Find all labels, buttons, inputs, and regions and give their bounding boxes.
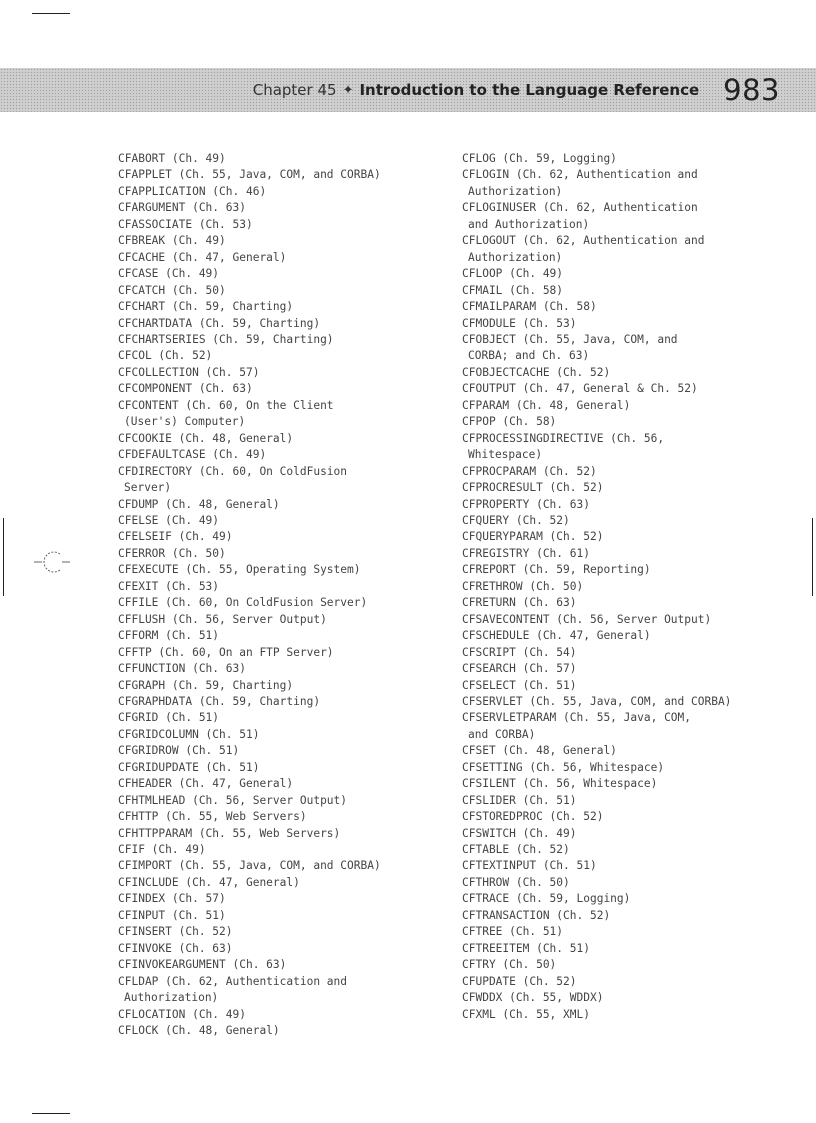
tag-entry-text: CFHTMLHEAD (Ch. 56, Server Output) [118, 793, 348, 807]
tag-entry [462, 694, 802, 710]
tag-entry [462, 908, 802, 924]
tag-entry [118, 151, 438, 167]
tag-entry [118, 200, 438, 216]
tag-entry [462, 431, 802, 464]
tag-entry [118, 661, 438, 677]
tag-entry-text: CFPROPERTY (Ch. 63) [462, 497, 590, 511]
tag-entry-text: CFDEFAULTCASE (Ch. 49) [118, 448, 267, 462]
tag-entry [462, 793, 802, 809]
tag-entry-text: CFHTTP (Ch. 55, Web Servers) [118, 810, 307, 824]
tag-entry [118, 776, 438, 792]
tag-entry [118, 760, 438, 776]
tag-entry-text: CFOBJECT (Ch. 55, Java, COM, and [462, 332, 678, 346]
tag-entry-text: CFOUTPUT (Ch. 47, General & Ch. 52) [462, 382, 698, 396]
tag-entry-text: CFDIRECTORY (Ch. 60, On ColdFusion [118, 464, 348, 478]
tag-entry [118, 381, 438, 397]
tag-entry [462, 546, 802, 562]
tag-entry-text: CFLOCATION (Ch. 49) [118, 1007, 246, 1021]
crop-mark-top [32, 13, 70, 14]
registration-mark-icon [34, 548, 70, 576]
tag-entry [462, 513, 802, 529]
tag-entry [118, 266, 438, 282]
tag-entry-text: CFFILE (Ch. 60, On ColdFusion Server) [118, 596, 368, 610]
tag-entry-text: CFSCRIPT (Ch. 54) [462, 645, 577, 659]
tag-entry [118, 858, 438, 874]
tag-entry [118, 250, 438, 266]
tag-entry-continuation: Authorization) [124, 991, 219, 1005]
tag-entry-text: CFHTTPPARAM (Ch. 55, Web Servers) [118, 826, 341, 840]
diamond-separator-icon: ✦ [342, 82, 354, 97]
tag-entry-text: CFCASE (Ch. 49) [118, 267, 220, 281]
tag-entry [462, 381, 802, 397]
tag-entry [462, 233, 802, 266]
tag-entry-text: CFLOGIN (Ch. 62, Authentication and [462, 168, 698, 182]
tag-entry [118, 529, 438, 545]
tag-entry-continuation: and Authorization) [468, 217, 590, 231]
tag-entry-text: CFLOG (Ch. 59, Logging) [462, 152, 617, 165]
tag-entry-text: CFOBJECTCACHE (Ch. 52) [462, 365, 611, 379]
tag-entry-continuation: Server) [124, 481, 172, 495]
tag-entry-text: CFSET (Ch. 48, General) [462, 744, 617, 758]
tag-entry [118, 1007, 438, 1023]
tag-entry [118, 431, 438, 447]
tag-entry-text: CFINPUT (Ch. 51) [118, 908, 226, 922]
tag-entry-text: CFEXIT (Ch. 53) [118, 579, 220, 593]
tag-entry [462, 645, 802, 661]
tag-entry-text: CFPARAM (Ch. 48, General) [462, 398, 631, 412]
tag-entry-text: CFTREE (Ch. 51) [462, 925, 564, 939]
tag-entry [462, 200, 802, 233]
tag-entry-text: CFLOGOUT (Ch. 62, Authentication and [462, 234, 705, 248]
tag-entry-text: CFUPDATE (Ch. 52) [462, 974, 577, 988]
tag-entry-text: CFLDAP (Ch. 62, Authentication and [118, 974, 348, 988]
tag-entry-text: CFELSEIF (Ch. 49) [118, 530, 233, 544]
tag-entry-text: CFFUNCTION (Ch. 63) [118, 662, 246, 676]
tag-entry-text: CFGRAPH (Ch. 59, Charting) [118, 678, 294, 692]
tag-entry [462, 1007, 802, 1023]
tag-entry [462, 151, 802, 167]
tag-entry-text: CFTHROW (Ch. 50) [462, 875, 570, 889]
tag-entry-text: CFARGUMENT (Ch. 63) [118, 201, 246, 215]
tag-entry-text: CFASSOCIATE (Ch. 53) [118, 217, 253, 231]
tag-entry [118, 233, 438, 249]
tag-entry-text: CFTABLE (Ch. 52) [462, 843, 570, 857]
tag-entry-text: CFCOOKIE (Ch. 48, General) [118, 431, 294, 445]
tag-entry-text: CFINSERT (Ch. 52) [118, 925, 233, 939]
tag-entry-text: CFCOL (Ch. 52) [118, 349, 213, 363]
tag-entry [462, 365, 802, 381]
tag-entry [462, 743, 802, 759]
tag-entry-text: CFWDDX (Ch. 55, WDDX) [462, 991, 604, 1005]
tag-entry-text: CFGRAPHDATA (Ch. 59, Charting) [118, 694, 321, 708]
tag-entry-text: CFMAILPARAM (Ch. 58) [462, 300, 597, 314]
tag-entry [118, 316, 438, 332]
tag-entry-continuation: Whitespace) [468, 448, 543, 462]
chapter-label: Chapter 45 [252, 81, 337, 99]
tag-entry-text: CFTREEITEM (Ch. 51) [462, 941, 590, 955]
tag-entry-text: CFFTP (Ch. 60, On an FTP Server) [118, 645, 334, 659]
tag-entry-text: CFRETURN (Ch. 63) [462, 596, 577, 610]
crop-mark-left [3, 518, 4, 596]
tag-entry [118, 217, 438, 233]
tag-entry [118, 513, 438, 529]
tag-entry [118, 579, 438, 595]
tag-entry [462, 678, 802, 694]
tag-entry [462, 891, 802, 907]
tag-entry [118, 332, 438, 348]
tag-entry-text: CFCHART (Ch. 59, Charting) [118, 300, 294, 314]
tag-entry [462, 579, 802, 595]
tag-entry [118, 924, 438, 940]
tag-entry [118, 497, 438, 513]
tag-entry-text: CFSLIDER (Ch. 51) [462, 793, 577, 807]
tag-entry-continuation: Authorization) [468, 184, 563, 198]
tag-entry-text: CFLOCK (Ch. 48, General) [118, 1024, 280, 1038]
tag-entry-text: CFTEXTINPUT (Ch. 51) [462, 859, 597, 873]
tag-entry-text: CFIF (Ch. 49) [118, 843, 206, 857]
tag-entry [118, 710, 438, 726]
tag-entry-text: CFCHARTSERIES (Ch. 59, Charting) [118, 332, 334, 346]
tag-entry [118, 694, 438, 710]
tag-entry-text: CFSWITCH (Ch. 49) [462, 826, 577, 840]
crop-mark-right [812, 518, 813, 596]
tag-entry [118, 628, 438, 644]
tag-entry-text: CFLOGINUSER (Ch. 62, Authentication [462, 201, 698, 215]
tag-entry-text: CFGRID (Ch. 51) [118, 711, 220, 725]
tag-entry [118, 941, 438, 957]
tag-entry-text: CFSETTING (Ch. 56, Whitespace) [462, 760, 665, 774]
tag-entry-text: CFMODULE (Ch. 53) [462, 316, 577, 330]
tag-entry-text: CFHEADER (Ch. 47, General) [118, 777, 294, 791]
tag-entry [462, 332, 802, 365]
tag-entry [118, 283, 438, 299]
tag-list-left-column [118, 151, 438, 1039]
tag-entry [118, 875, 438, 891]
tag-entry [118, 612, 438, 628]
tag-entry-text: CFCATCH (Ch. 50) [118, 283, 226, 297]
tag-entry [118, 299, 438, 315]
tag-entry [462, 414, 802, 430]
tag-entry [118, 793, 438, 809]
tag-entry-continuation: CORBA; and Ch. 63) [468, 349, 590, 363]
tag-entry [118, 727, 438, 743]
tag-entry-text: CFTRANSACTION (Ch. 52) [462, 908, 611, 922]
tag-entry [462, 957, 802, 973]
tag-entry-text: CFABORT (Ch. 49) [118, 152, 226, 165]
tag-entry-continuation: Authorization) [468, 250, 563, 264]
tag-entry-text: CFELSE (Ch. 49) [118, 513, 220, 527]
tag-entry-text: CFGRIDCOLUMN (Ch. 51) [118, 727, 260, 741]
tag-entry [118, 167, 438, 183]
tag-entry-text: CFXML (Ch. 55, XML) [462, 1007, 590, 1021]
tag-entry [462, 875, 802, 891]
tag-entry [462, 710, 802, 743]
tag-entry-text: CFMAIL (Ch. 58) [462, 283, 564, 297]
tag-entry-text: CFFLUSH (Ch. 56, Server Output) [118, 612, 327, 626]
tag-entry [462, 990, 802, 1006]
tag-entry-text: CFAPPLICATION (Ch. 46) [118, 184, 267, 198]
tag-entry-text: CFQUERY (Ch. 52) [462, 513, 570, 527]
tag-entry [462, 941, 802, 957]
tag-entry [462, 299, 802, 315]
tag-entry [462, 464, 802, 480]
tag-entry [462, 529, 802, 545]
tag-entry-text: CFLOOP (Ch. 49) [462, 267, 564, 281]
tag-entry-text: CFRETHROW (Ch. 50) [462, 579, 584, 593]
tag-entry [118, 348, 438, 364]
tag-entry [462, 924, 802, 940]
tag-entry-text: CFSERVLETPARAM (Ch. 55, Java, COM, [462, 711, 692, 725]
tag-entry [118, 826, 438, 842]
tag-entry [462, 826, 802, 842]
tag-entry-text: CFGRIDROW (Ch. 51) [118, 744, 240, 758]
tag-entry-text: CFPROCPARAM (Ch. 52) [462, 464, 597, 478]
tag-entry-text: CFBREAK (Ch. 49) [118, 234, 226, 248]
tag-entry-text: CFSEARCH (Ch. 57) [462, 662, 577, 676]
tag-entry [118, 842, 438, 858]
tag-entry [118, 645, 438, 661]
tag-entry [462, 398, 802, 414]
page-number: 983 [723, 73, 780, 107]
running-header [0, 68, 816, 112]
tag-entry-continuation: and CORBA) [468, 727, 536, 741]
tag-entry [118, 546, 438, 562]
tag-entry-text: CFERROR (Ch. 50) [118, 546, 226, 560]
tag-entry-text: CFREGISTRY (Ch. 61) [462, 546, 590, 560]
tag-entry-text: CFSELECT (Ch. 51) [462, 678, 577, 692]
tag-entry-text: CFIMPORT (Ch. 55, Java, COM, and CORBA) [118, 859, 381, 873]
tag-entry-text: CFFORM (Ch. 51) [118, 629, 220, 643]
tag-entry [118, 891, 438, 907]
tag-entry-text: CFPROCESSINGDIRECTIVE (Ch. 56, [462, 431, 665, 445]
tag-entry [118, 809, 438, 825]
tag-entry [118, 743, 438, 759]
tag-entry [118, 447, 438, 463]
tag-entry [118, 464, 438, 497]
tag-entry [118, 595, 438, 611]
tag-entry [462, 595, 802, 611]
tag-entry-text: CFCHARTDATA (Ch. 59, Charting) [118, 316, 321, 330]
chapter-title: Introduction to the Language Reference [359, 81, 700, 99]
tag-entry-text: CFCOLLECTION (Ch. 57) [118, 365, 260, 379]
tag-entry-text: CFAPPLET (Ch. 55, Java, COM, and CORBA) [118, 168, 381, 182]
tag-entry [118, 365, 438, 381]
tag-entry-text: CFCACHE (Ch. 47, General) [118, 250, 287, 264]
tag-entry-text: CFPOP (Ch. 58) [462, 415, 557, 429]
tag-entry-text: CFSERVLET (Ch. 55, Java, COM, and CORBA) [462, 694, 732, 708]
tag-entry-continuation: (User's) Computer) [124, 415, 246, 429]
tag-entry-text: CFINCLUDE (Ch. 47, General) [118, 875, 300, 889]
tag-entry-text: CFGRIDUPDATE (Ch. 51) [118, 760, 260, 774]
tag-entry-text: CFTRY (Ch. 50) [462, 958, 557, 972]
tag-entry [462, 628, 802, 644]
tag-entry [462, 283, 802, 299]
tag-entry [118, 957, 438, 973]
tag-entry-text: CFSILENT (Ch. 56, Whitespace) [462, 777, 658, 791]
tag-entry [462, 167, 802, 200]
tag-entry [462, 858, 802, 874]
tag-entry [462, 776, 802, 792]
tag-entry [462, 974, 802, 990]
tag-entry-text: CFINDEX (Ch. 57) [118, 892, 226, 906]
tag-entry [462, 562, 802, 578]
tag-entry [462, 316, 802, 332]
tag-entry-text: CFINVOKE (Ch. 63) [118, 941, 233, 955]
tag-entry-text: CFREPORT (Ch. 59, Reporting) [462, 563, 651, 577]
tag-entry-text: CFSAVECONTENT (Ch. 56, Server Output) [462, 612, 712, 626]
tag-entry-text: CFEXECUTE (Ch. 55, Operating System) [118, 563, 361, 577]
tag-entry [118, 184, 438, 200]
tag-entry-text: CFSTOREDPROC (Ch. 52) [462, 810, 604, 824]
tag-entry [462, 809, 802, 825]
tag-entry-text: CFQUERYPARAM (Ch. 52) [462, 530, 604, 544]
tag-entry [462, 612, 802, 628]
tag-entry [118, 974, 438, 1007]
tag-list-right-column [462, 151, 802, 1023]
tag-entry [118, 398, 438, 431]
tag-entry-text: CFINVOKEARGUMENT (Ch. 63) [118, 958, 287, 972]
tag-entry [118, 1023, 438, 1039]
tag-entry [118, 562, 438, 578]
tag-entry-text: CFCONTENT (Ch. 60, On the Client [118, 398, 334, 412]
tag-entry [462, 497, 802, 513]
tag-entry [462, 480, 802, 496]
tag-entry [118, 908, 438, 924]
tag-entry [462, 760, 802, 776]
tag-entry-text: CFPROCRESULT (Ch. 52) [462, 481, 604, 495]
tag-entry [118, 678, 438, 694]
tag-entry [462, 842, 802, 858]
tag-entry-text: CFSCHEDULE (Ch. 47, General) [462, 629, 651, 643]
tag-entry [462, 266, 802, 282]
tag-entry-text: CFTRACE (Ch. 59, Logging) [462, 892, 631, 906]
crop-mark-bottom [32, 1113, 70, 1114]
tag-entry [462, 661, 802, 677]
tag-entry-text: CFCOMPONENT (Ch. 63) [118, 382, 253, 396]
tag-entry-text: CFDUMP (Ch. 48, General) [118, 497, 280, 511]
